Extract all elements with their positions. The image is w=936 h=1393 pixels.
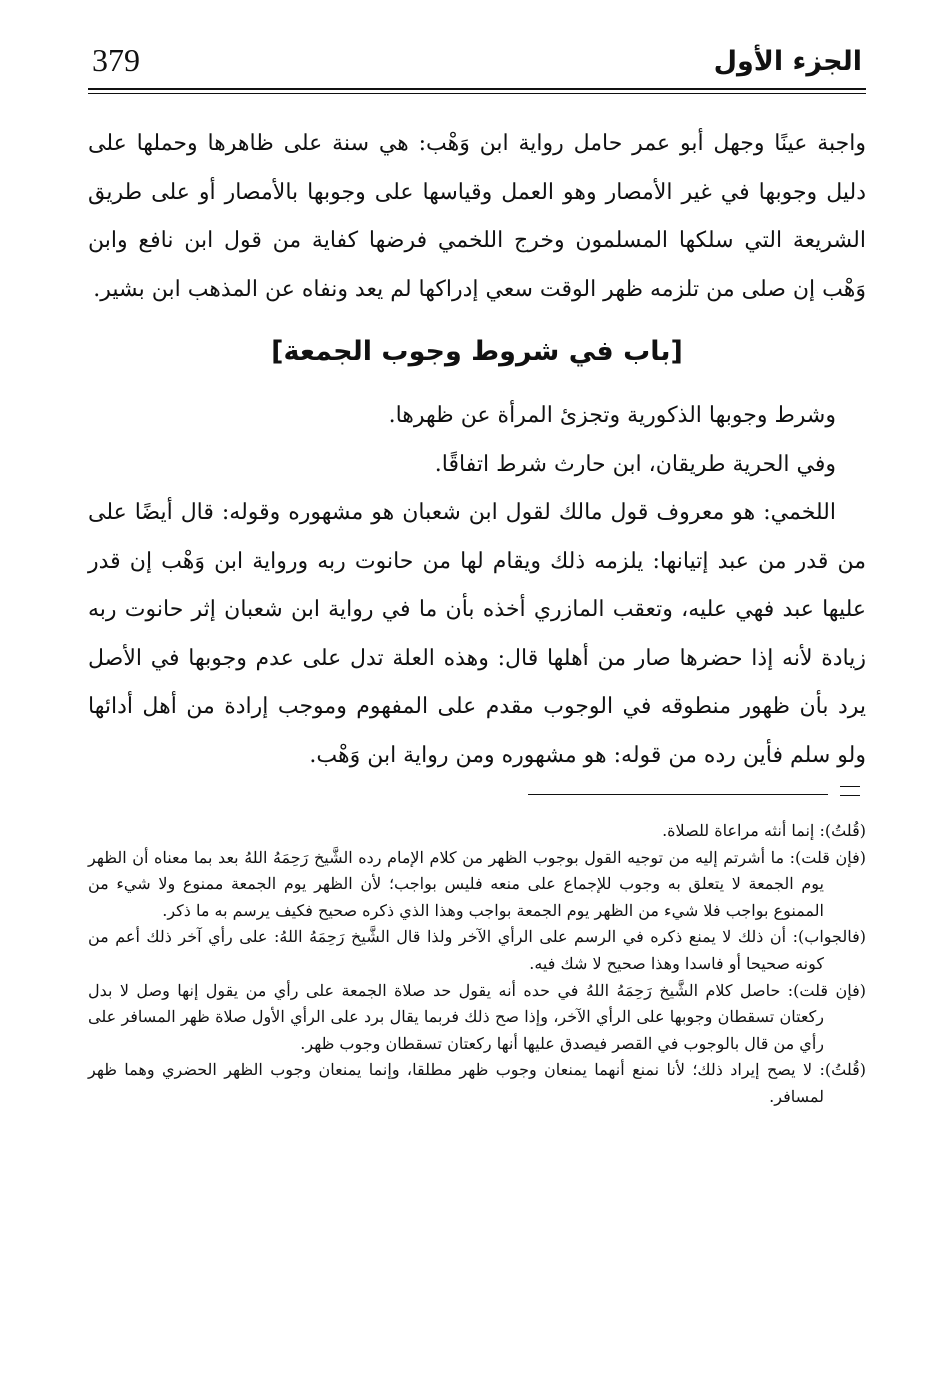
footnote-item: (قُلتُ): إنما أنثه مراعاة للصلاة.	[662, 821, 866, 840]
footnote-separator	[88, 786, 866, 816]
chapter-title: [باب في شروط وجوب الجمعة]	[271, 336, 683, 367]
book-page	[88, 28, 866, 1368]
page-number: 379	[92, 42, 140, 78]
continuation-mark	[840, 786, 860, 796]
running-title: الجزء الأول	[713, 46, 862, 77]
footnote-item: (فالجواب): أن ذلك لا يمنع ذكره في الرسم على الرأي الآخر ولذا قال الشَّيخ رَحِمَهُ اللهُ: على رأي آخر ذلك أعم من كونه صحيحا أو فاسدا وهذا صحيح لا شك فيه.	[88, 927, 866, 973]
paragraph-masculinity: وشرط وجوبها الذكورية وتجزئ المرأة عن ظهرها.	[388, 403, 836, 428]
main-text	[88, 120, 866, 1111]
footnote-item: (قُلتُ): لا يصح إيراد ذلك؛ لأنا نمنع أنهما يمنعان وجوب ظهر مطلقا، وإنما يمنعان وجوب الظهر الحضري وهما ظهر لمسافر.	[88, 1060, 867, 1106]
footnote-item: (فإن قلت): حاصل كلام الشَّيخ رَحِمَهُ اللهُ في حده أنه يقول حد صلاة الجمعة على رأي من يقول إنها وصل لا بدل ركعتان تسقطان وجوبها على الرأي الآخر، وإذا صح ذلك فربما يقال برد على الرأي الأول صلاة ظهر المسافر على رأي من قال بالوجوب في القصر فيصدق عليها أنها ركعتان تسقطان وجوب ظهر.	[88, 980, 866, 1053]
paragraph-lakhmi: اللخمي: هو معروف قول مالك لقول ابن شعبان هو مشهوره وقوله: قال أيضًا على من قدر من عبد إتيانها: يلزمه ذلك ويقام لها من حانوت ربه ورواية ابن وَهْب إن قدر عليها عبد فهي عليه، وتعقب المازري أخذه بأن ما في رواية ابن شعبان إثر حانوت ربه زيادة لأنه إذا حضرها صار من أهلها قال: وهذه العلة تدل على عدم وجوبها في الأصل يرد بأن ظهور منطوقه في الوجوب مقدم على المفهوم وموجب إرادة من أهل أدائها ولو سلم فأين رده من قوله: هو مشهوره ومن رواية ابن وَهْب.	[88, 500, 866, 768]
header-rule	[88, 88, 866, 90]
footnotes	[88, 818, 866, 1111]
paragraph-freedom: وفي الحرية طريقان، ابن حارث شرط اتفاقًا.	[434, 451, 836, 477]
footnote-item: (فإن قلت): ما أشرتم إليه من توجيه القول بوجوب الظهر من كلام الإمام رده الشَّيخ رَحِمَهُ اللهُ بعد بما معناه أن الظهر يوم الجمعة لا يتعلق به وجوب للإجماع على منعه فليس بواجب؛ لأن الظهر يوم الجمعة ممنوع ولا شيء من الممنوع بواجب فلا شيء من الظهر يوم الجمعة بواجب وهذا الذي ذكره صحيح فكيف يرسم به ما ذكر.	[88, 847, 866, 920]
footnote-rule	[528, 794, 828, 795]
opening-paragraph: واجبة عينًا وجهل أبو عمر حامل رواية ابن وَهْب: هي سنة على ظاهرها وحملها على دليل وجوبها في غير الأمصار وهو العمل وقياسها على وجوبها بالأمصار أو على طريق الشريعة التي سلكها المسلمون وخرج اللخمي فرضها كفاية من قول ابن نافع وابن وَهْب إن صلى من تلزمه ظهر الوقت سعي إدراكها لم يعد ونفاه عن المذهب ابن بشير.	[88, 131, 866, 302]
header-rule-thin	[88, 93, 866, 94]
page-header	[88, 28, 866, 86]
